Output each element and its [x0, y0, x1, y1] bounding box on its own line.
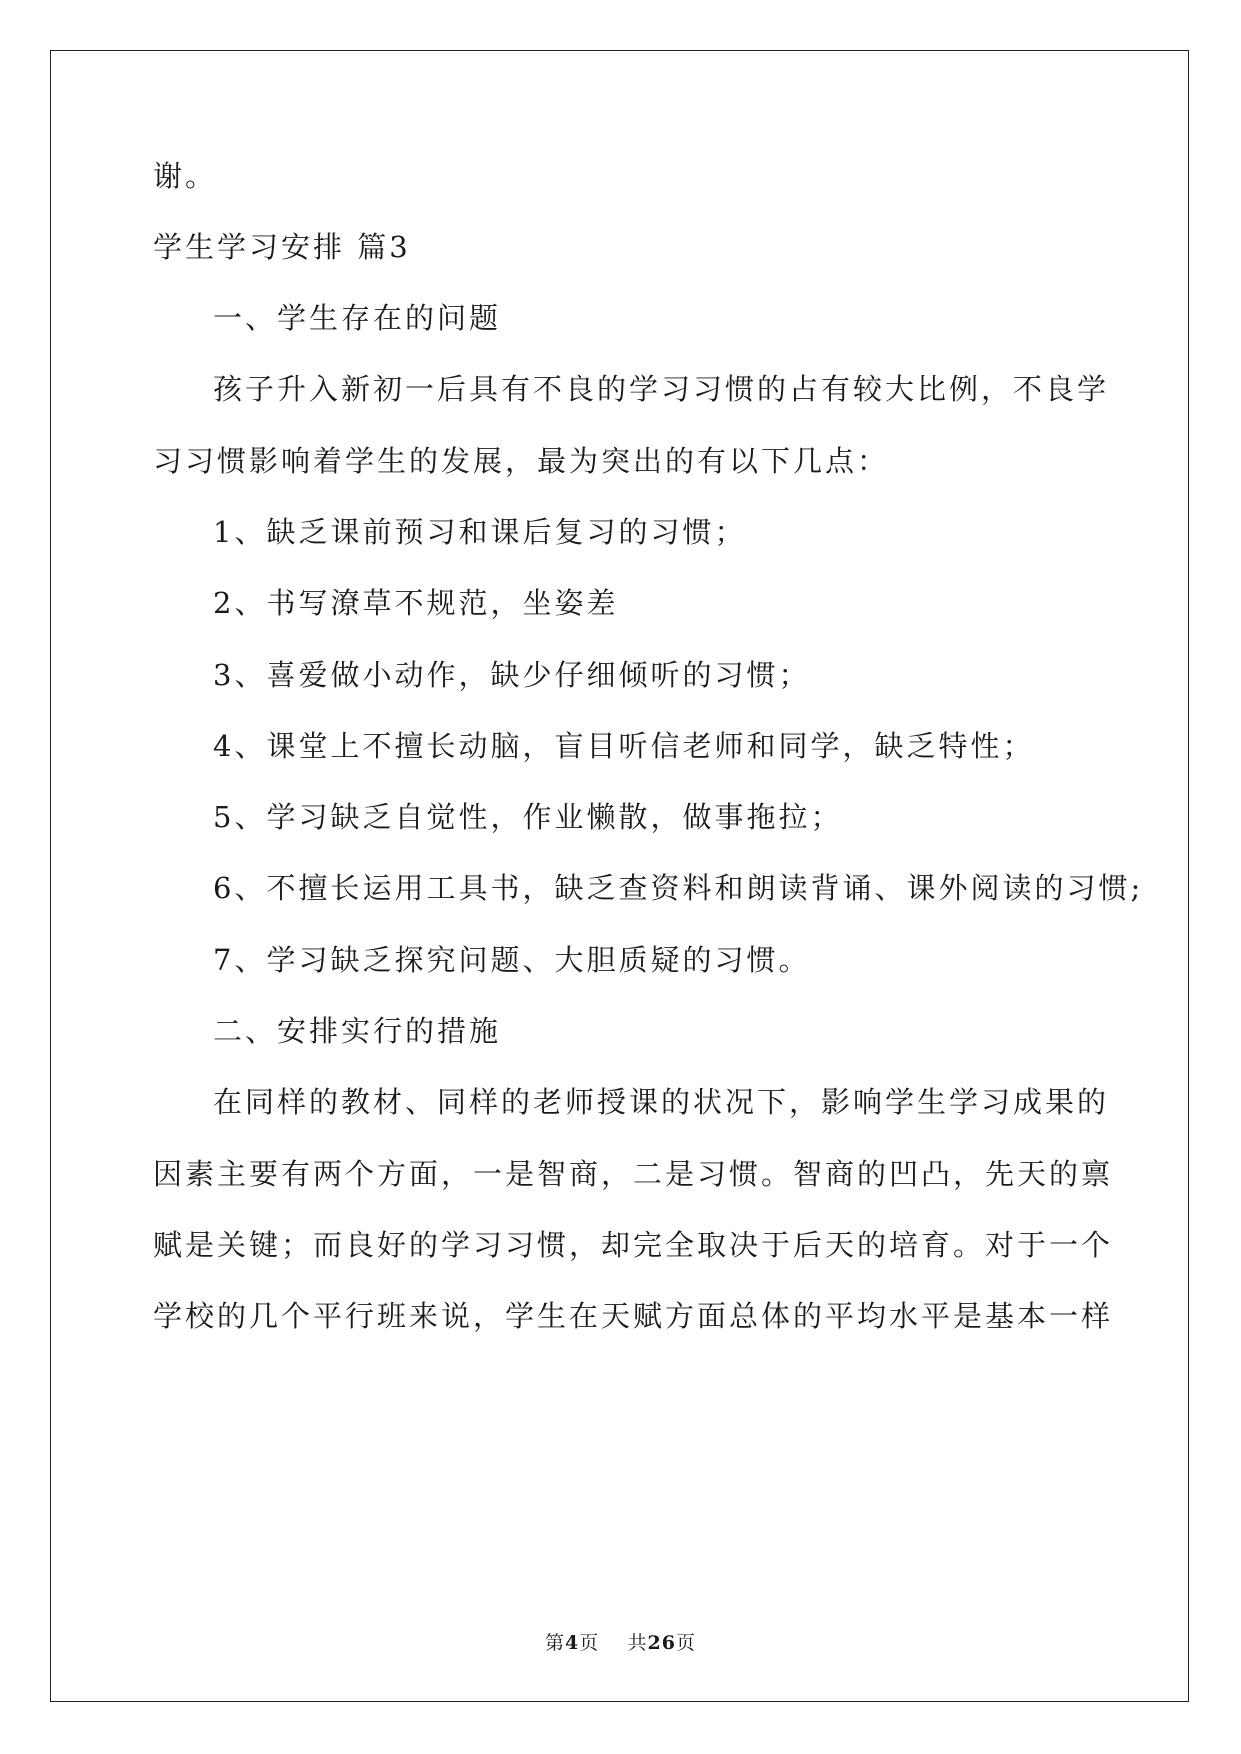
list-item: 7、学习缺乏探究问题、大胆质疑的习惯。 — [213, 943, 811, 977]
text-line: 习习惯影响着学生的发展，最为突出的有以下几点： — [153, 444, 890, 478]
text-line: 谢。 — [153, 159, 218, 193]
footer-total-prefix: 共 — [627, 1632, 648, 1654]
text-line: 因素主要有两个方面，一是智商，二是习惯。智商的凹凸，先天的禀 — [153, 1157, 1114, 1191]
list-item: 5、学习缺乏自觉性，作业懒散，做事拖拉； — [213, 800, 843, 834]
footer-total-unit: 页 — [675, 1632, 696, 1654]
section-title: 学生学习安排 篇3 — [153, 230, 411, 264]
current-page-number: 4 — [565, 1632, 580, 1654]
list-item: 2、书写潦草不规范，坐姿差 — [213, 586, 619, 620]
heading-problems: 一、学生存在的问题 — [213, 301, 502, 335]
footer-page-unit: 页 — [579, 1632, 600, 1654]
text-line: 学校的几个平行班来说，学生在天赋方面总体的平均水平是基本一样 — [153, 1299, 1114, 1333]
text-line: 在同样的教材、同样的老师授课的状况下，影响学生学习成果的 — [213, 1085, 1110, 1119]
total-pages-number: 26 — [647, 1632, 676, 1654]
text-line: 孩子升入新初一后具有不良的学习习惯的占有较大比例，不良学 — [213, 372, 1110, 406]
list-item: 3、喜爱做小动作，缺少仔细倾听的习惯； — [213, 658, 811, 692]
list-item: 1、缺乏课前预习和课后复习的习惯； — [213, 515, 747, 549]
heading-measures: 二、安排实行的措施 — [213, 1014, 502, 1048]
list-item: 4、课堂上不擅长动脑，盲目听信老师和同学，缺乏特性； — [213, 729, 1035, 763]
footer-prefix: 第 — [545, 1632, 566, 1654]
page-footer — [0, 1628, 1241, 1655]
text-line: 赋是关键；而良好的学习习惯，却完全取决于后天的培育。对于一个 — [153, 1228, 1114, 1262]
list-item: 6、不擅长运用工具书，缺乏查资料和朗读背诵、课外阅读的习惯; — [213, 871, 1144, 905]
